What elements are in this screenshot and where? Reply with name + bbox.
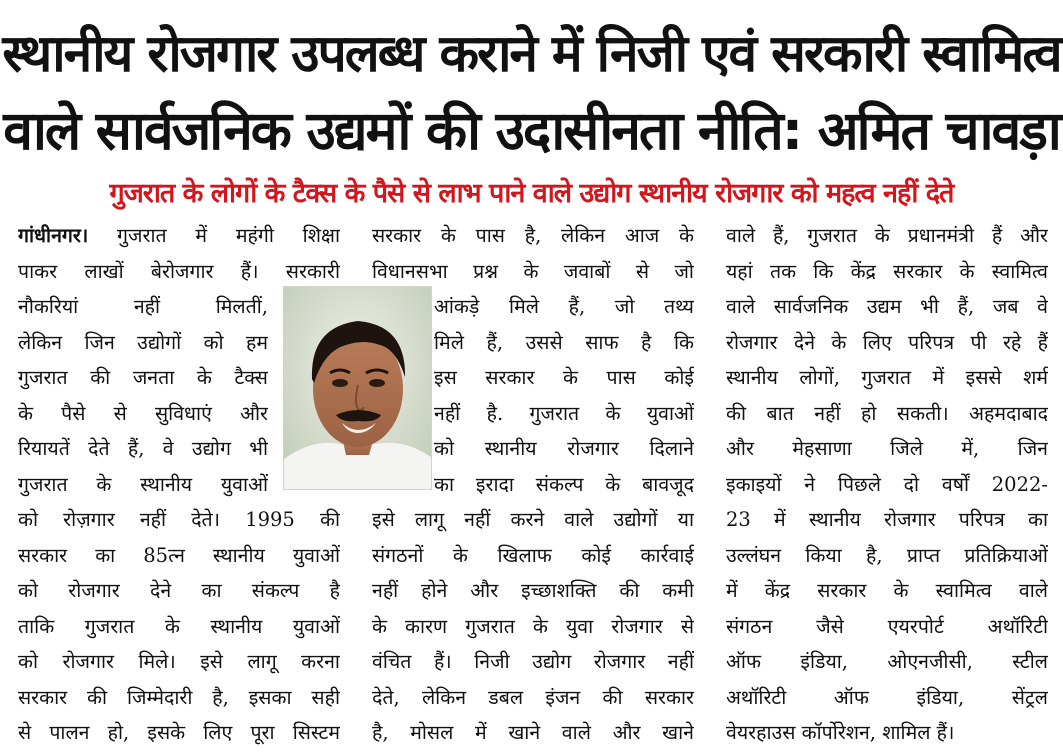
column-line: सरकार का 85त्न स्थानीय युवाओं <box>18 543 340 567</box>
column-line: 23 में स्थानीय रोजगार परिपत्र का <box>726 508 1048 531</box>
column-line: नहीं होने और इच्छाशक्ति की कमी <box>372 579 694 602</box>
column-line: को रोजगार देने का संकल्प है <box>18 579 340 602</box>
column-line: स्थानीय लोगों, गुजरात में इससे शर्म <box>726 366 1048 389</box>
column-line: के पैसे से सुविधाएं और <box>18 401 268 425</box>
column-line: संगठन जैसे एयरपोर्ट अथॉरिटी <box>726 614 1048 638</box>
dateline: गांधीनगर। <box>18 224 89 247</box>
column-line: गुजरात की जनता के टैक्स <box>18 366 268 389</box>
column-line: आंकड़े मिले हैं, जो तथ्य <box>434 295 694 318</box>
portrait-photo <box>283 286 432 490</box>
headline-line-2: वाले सार्वजनिक उद्यमों की उदासीनता नीति: अमित चावड़ा <box>3 99 1060 162</box>
column-line: में केंद्र सरकार के स्वामित्व वाले <box>726 579 1048 602</box>
column-line: रियायतें देते हैं, वे उद्योग भी <box>18 437 268 460</box>
column-line: संगठनों के खिलाफ कोई कार्रवाई <box>372 543 694 567</box>
column-line: इकाइयों ने पिछले दो वर्षों 2022- <box>726 472 1048 496</box>
column-line: इसे लागू नहीं करने वाले उद्योगों या <box>372 508 694 531</box>
column-line: नहीं है. गुजरात के युवाओं <box>434 401 694 425</box>
column-line: लेकिन जिन उद्योगों को हम <box>18 330 268 354</box>
column-line: के कारण गुजरात के युवा रोजगार से <box>372 614 694 638</box>
article-column-3 <box>726 218 1048 751</box>
portrait-illustration <box>284 287 431 489</box>
column-line: है, मोसल में खाने वाले और खाने <box>372 721 694 744</box>
column-line: मिले हैं, उससे साफ है कि <box>434 330 694 354</box>
column-line: ताकि गुजरात के स्थानीय युवाओं <box>18 614 340 638</box>
column-line: गांधीनगर। गुजरात में महंगी शिक्षा <box>18 224 340 247</box>
column-line: वाले सार्वजनिक उद्यम भी हैं, जब वे <box>726 295 1048 318</box>
column-line: अथॉरिटी ऑफ इंडिया, सेंट्रल <box>726 685 1048 709</box>
column-line: और मेहसाणा जिले में, जिन <box>726 437 1048 460</box>
column-line: यहां तक कि केंद्र सरकार के स्वामित्व <box>726 259 1048 283</box>
column-line: रोजगार देने के लिए परिपत्र पी रहे हैं <box>726 330 1048 354</box>
column-line: को रोज़गार नहीं देते। 1995 की <box>18 508 340 531</box>
subheadline: गुजरात के लोगों के टैक्स के पैसे से लाभ पाने वाले उद्योग स्थानीय रोजगार को महत्व नहीं देते <box>109 178 954 209</box>
column-line: विधानसभा प्रश्न के जवाबों से जो <box>372 259 694 283</box>
column-line: पाकर लाखों बेरोजगार हैं। सरकारी <box>18 259 340 283</box>
column-line: वेयरहाउस कॉर्पोरेशन, शामिल हैं। <box>726 721 955 744</box>
column-line: सरकार की जिम्मेदारी है, इसका सही <box>18 685 340 709</box>
column-line: देते, लेकिन डबल इंजन की सरकार <box>372 685 694 709</box>
column-line: उल्लंघन किया है, प्राप्त प्रतिक्रियाओं <box>726 543 1048 567</box>
column-line: वंचित हैं। निजी उद्योग रोजगार नहीं <box>372 650 694 673</box>
column-line: ऑफ इंडिया, ओएनजीसी, स्टील <box>726 650 1048 673</box>
column-line: गुजरात के स्थानीय युवाओं <box>18 472 268 496</box>
column-line: सरकार के पास है, लेकिन आज के <box>372 224 694 247</box>
column-line: इस सरकार के पास कोई <box>434 366 694 389</box>
headline-line-1: स्थानीय रोजगार उपलब्ध कराने में निजी एवं सरकारी स्वामित्व <box>2 24 1061 84</box>
column-line: नौकरियां नहीं मिलतीं, <box>18 295 268 318</box>
column-line: का इरादा संकल्प के बावजूद <box>434 472 694 496</box>
column-line: वाले हैं, गुजरात के प्रधानमंत्री हैं और <box>726 224 1048 247</box>
column-line: से पालन हो, इसके लिए पूरा सिस्टम <box>18 721 340 744</box>
column-line: को रोजगार मिले। इसे लागू करना <box>18 650 340 673</box>
column-line: की बात नहीं हो सकती। अहमदाबाद <box>726 401 1048 425</box>
column-line: को स्थानीय रोजगार दिलाने <box>434 437 694 460</box>
